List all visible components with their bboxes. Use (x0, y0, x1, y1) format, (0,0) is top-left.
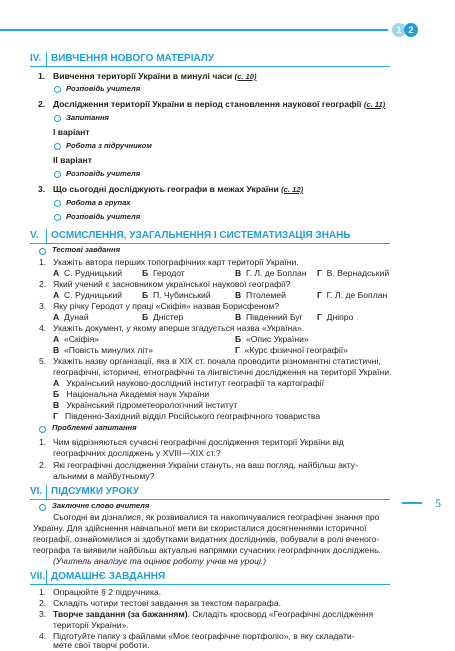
variant-label: І варіант (53, 127, 90, 137)
question-number: 1. (39, 437, 47, 447)
task-text: території України». (53, 620, 129, 630)
paragraph-line: Україну. Для здійснення навчальної мети ви скористалися досягненнями історичної (33, 523, 367, 533)
option: Б Національна Академія наук України (53, 389, 210, 399)
question-text: Чим відрізняються сучасні географічні дослідження території України від (53, 437, 344, 447)
question-text: Які географічні дослідження України стануть, на ваш погляд, найбільш акту- (53, 460, 358, 470)
section-header-v (30, 229, 390, 245)
paragraph-line: географії, ознайомилися зі здобутками видатних дослідників, побували в ролі вченого- (33, 534, 380, 544)
option: А Український науково-дослідний інститут географії та картографії (53, 378, 324, 388)
section-title: ДОМАШНЄ ЗАВДАННЯ (51, 571, 166, 582)
activity-label: Робота з підручником (66, 141, 152, 150)
activity-label: Запитання (66, 113, 110, 122)
option: Г Дніпро (317, 312, 354, 322)
option: Б Геродот (142, 268, 185, 278)
paragraph-line: Сьогодні ви дізналися, як розвивалися та накопичувалися географічні знання про (53, 512, 380, 522)
task-number: 3. (39, 609, 47, 619)
bullet-icon (39, 504, 46, 511)
option: Г В. Вернадський (317, 268, 390, 278)
question-text: географічних досліджень у XVIII—XIX ст.? (53, 448, 221, 458)
page-indicator-2: 2 (404, 23, 418, 37)
option: В Г. Л. де Боплан (235, 268, 307, 278)
question-text: Укажіть документ, у якому вперше згадується назва «Україна». (53, 323, 305, 333)
bullet-icon (39, 426, 46, 433)
task-number: 2. (39, 598, 47, 608)
question-text: Укажіть автора перших топографічних карт території України. (53, 257, 299, 267)
option: А С. Рудницький (53, 290, 123, 300)
paragraph-line: географа та виявили найбільш актуальні напрямки сучасних географічних досліджень. (33, 545, 381, 555)
activity-label: Розповідь учителя (66, 84, 141, 93)
section-header-iv (30, 52, 390, 68)
question-text: Укажіть назву організації, яка в ХІХ ст. почала проводити різноманітні статистичні, (53, 356, 381, 366)
question-text: Який учений є засновником української наукової географії? (53, 279, 291, 289)
activity-label: Розповідь учителя (66, 212, 141, 221)
item-number: 1. (38, 71, 46, 81)
variant-label: ІІ варіант (53, 155, 92, 165)
option: Г Г. Л. де Боплан (317, 290, 388, 300)
section-title: ПІДСУМКИ УРОКУ (51, 486, 139, 497)
bullet-icon (54, 171, 61, 178)
item-text: Вивчення території України в минулі часи (с. 10) (53, 71, 257, 81)
option: Б П. Чубинський (142, 290, 211, 300)
activity-label: Робота в групах (66, 198, 131, 207)
subsection-label: Тестові завдання (52, 245, 121, 254)
task-text: Опрацюйте § 2 підручника. (53, 587, 162, 597)
item-text: Що сьогодні досліджують географи в межах України (с. 12) (53, 184, 304, 194)
option: В «Повість минулих літ» (53, 345, 154, 355)
bullet-icon (54, 200, 61, 207)
page-number: 5 (435, 496, 441, 510)
option: А Дунай (53, 312, 89, 322)
bullet-icon (54, 143, 61, 150)
option: В Український гідрометеорологічний інститут (53, 400, 238, 410)
top-rule (0, 29, 388, 31)
task-text: Складіть чотири тестові завдання за текстом параграфа. (53, 598, 281, 608)
question-number: 2. (39, 279, 47, 289)
question-number: 4. (39, 323, 47, 333)
question-number: 2. (39, 460, 47, 470)
option: Б Дністер (142, 312, 184, 322)
subsection-label: Проблемні запитання (52, 423, 137, 432)
page-indicator-1: 1 (392, 23, 406, 37)
section-number: VII. (30, 571, 46, 582)
option: В Птолемей (235, 290, 286, 300)
option: Г Південно-Західний відділ Російського географічного товариства (53, 411, 321, 421)
task-text: Підготуйте папку з файлами «Моє географічне портфоліо», в яку складати- (53, 631, 355, 641)
margin-marker (402, 502, 422, 504)
question-number: 1. (39, 257, 47, 267)
question-number: 3. (39, 301, 47, 311)
section-number: IV. (30, 53, 42, 64)
teacher-note: (Учитель аналізує та оцінює роботу учнів на уроці.) (53, 556, 267, 566)
item-number: 3. (38, 184, 46, 194)
option: А «Скіфія» (53, 334, 100, 344)
section-number: V. (30, 230, 39, 241)
question-text: Яку річку Геродот у праці «Скіфія» назвав Борисфеном? (53, 301, 280, 311)
option: Б «Опис України» (235, 334, 309, 344)
bullet-icon (54, 115, 61, 122)
section-title: ОСМИСЛЕННЯ, УЗАГАЛЬНЕННЯ І СИСТЕМАТИЗАЦІЯ ЗНАНЬ (51, 230, 351, 241)
bullet-icon (54, 86, 61, 93)
subsection-label: Заключне слово вчителя (52, 501, 150, 510)
question-text: альними в майбутньому? (53, 471, 155, 481)
item-text: Дослідження території України в період становлення наукової географії (с. 11) (53, 99, 386, 109)
task-number: 1. (39, 587, 47, 597)
section-header-vi (30, 485, 390, 501)
task-text: Творче завдання (за бажанням). Складіть кросворд «Географічні дослідження (53, 609, 374, 619)
option: Г «Курс фізичної географії» (235, 345, 348, 355)
task-number: 4. (39, 631, 47, 641)
question-number: 5. (39, 356, 47, 366)
bullet-icon (54, 214, 61, 221)
task-text: мете свої творчі роботи. (53, 640, 150, 650)
bullet-icon (39, 248, 46, 255)
section-title: ВИВЧЕННЯ НОВОГО МАТЕРІАЛУ (51, 53, 215, 64)
section-header-vii (30, 570, 390, 586)
option: А С. Рудницький (53, 268, 123, 278)
item-number: 2. (38, 99, 46, 109)
question-text: географічні, історичні, етнографічні та лінгвістичні дослідження на території України. (53, 367, 392, 377)
section-number: VI. (30, 486, 43, 497)
option: В Південний Буг (235, 312, 303, 322)
activity-label: Розповідь учителя (66, 169, 141, 178)
